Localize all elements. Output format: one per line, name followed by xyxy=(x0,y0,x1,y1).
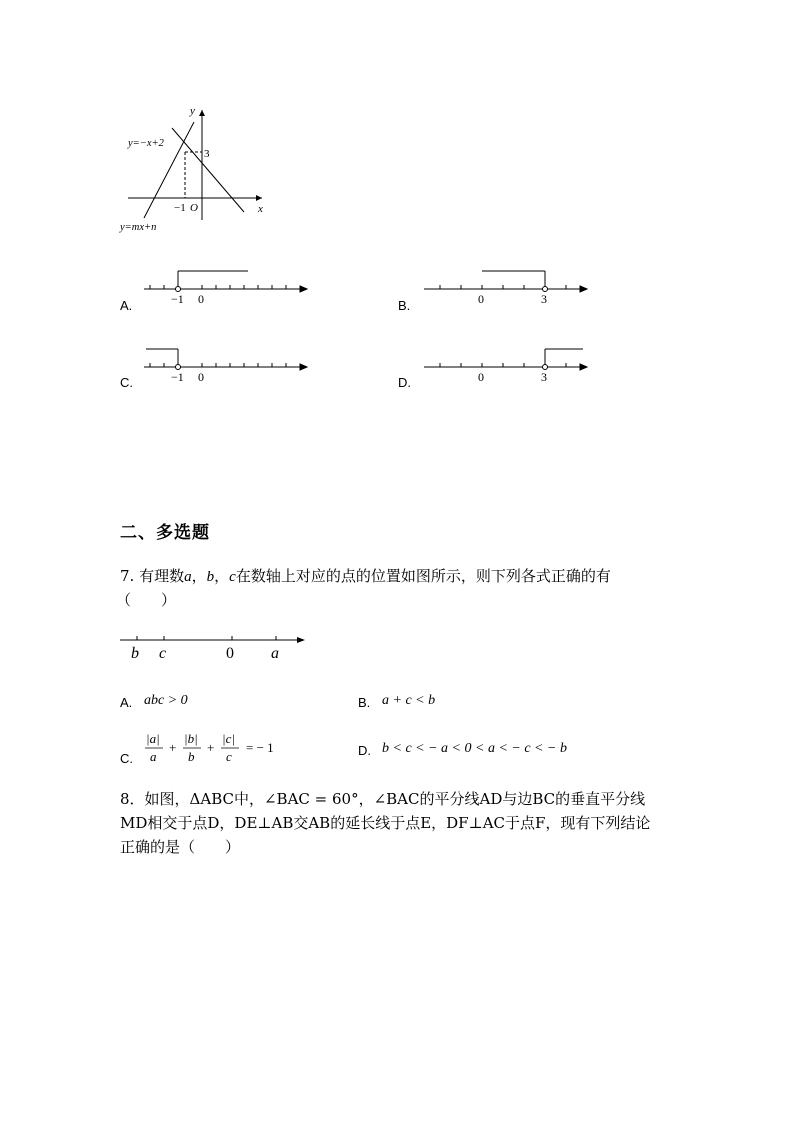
y-axis-label: y xyxy=(190,105,195,117)
q7-text-post: 在数轴上对应的点的位置如图所示，则下列各式正确的有 xyxy=(235,567,611,585)
axis-label-a: a xyxy=(271,645,279,662)
coordinate-graph xyxy=(110,100,280,240)
line-y-mx-plus-n xyxy=(144,122,194,218)
q8-line1: 8．如图，ΔABC中，∠BAC = 60°，∠BAC的平分线AD与边BC的垂直平分线 xyxy=(120,790,646,808)
tick-label: −1 xyxy=(171,292,184,306)
axis-label-b: b xyxy=(131,645,139,662)
q7-option-c-label[interactable]: C. xyxy=(120,751,133,766)
line2-label: y=mx+n xyxy=(120,222,157,233)
tick-label: 0 xyxy=(198,370,204,384)
tick-neg1-label: −1 xyxy=(174,202,186,214)
q7-option-b-expr: a + c < b xyxy=(382,693,436,708)
frac-den: c xyxy=(226,749,232,764)
option-c-label[interactable]: C. xyxy=(120,375,133,390)
tick-label: 0 xyxy=(478,370,484,384)
q7-var-c: c xyxy=(229,569,236,585)
number-line-b xyxy=(420,260,600,310)
tick-label: 0 xyxy=(198,292,204,306)
number-line-d xyxy=(420,338,600,388)
q7-answer-paren: （ ） xyxy=(116,591,177,609)
q7-option-c-expr xyxy=(142,728,292,768)
q7-option-b-label[interactable]: B. xyxy=(358,695,371,710)
x-axis-label: x xyxy=(258,203,263,215)
q7-sep: ， xyxy=(214,567,230,585)
origin-label: O xyxy=(190,202,198,214)
q7-option-d-label[interactable]: D. xyxy=(358,743,371,758)
frac-den: b xyxy=(188,749,195,764)
tick-label: 3 xyxy=(541,370,547,384)
q7-text xyxy=(120,566,611,587)
q7-number: 7. xyxy=(120,567,135,585)
plus: + xyxy=(169,740,177,755)
section-heading: 二、多选题 xyxy=(120,523,210,543)
open-point xyxy=(176,287,181,292)
option-b-label[interactable]: B. xyxy=(398,298,411,313)
option-d-label[interactable]: D. xyxy=(398,375,411,390)
open-point xyxy=(543,287,548,292)
q7-option-d-expr: b < c < − a < 0 < a < − c < − b xyxy=(382,741,567,756)
frac-num: |a| xyxy=(146,731,160,746)
option-a-label[interactable]: A. xyxy=(120,298,133,313)
q7-option-a-expr: abc > 0 xyxy=(144,693,188,708)
line-y-neg-x-plus-2 xyxy=(172,128,244,212)
axis-label-0: 0 xyxy=(226,645,234,662)
q7-option-a-label[interactable]: A. xyxy=(120,695,133,710)
tick-label: 3 xyxy=(541,292,547,306)
frac-num: |b| xyxy=(184,731,198,746)
frac-den: a xyxy=(150,749,157,764)
q8-line3: 正确的是（ ） xyxy=(120,838,241,856)
line1-label: y=−x+2 xyxy=(128,138,164,149)
axis-label-c: c xyxy=(159,645,167,662)
tick-label: −1 xyxy=(171,370,184,384)
number-line-a xyxy=(140,260,320,310)
open-point xyxy=(543,365,548,370)
tick-3-label: 3 xyxy=(204,148,210,160)
q8-line2: MD相交于点D，DE⊥AB交AB的延长线于点E，DF⊥AC于点F，现有下列结论 xyxy=(120,814,651,832)
q7-text-pre: 有理数 xyxy=(139,567,185,585)
tick-label: 0 xyxy=(478,292,484,306)
q7-var-a: a xyxy=(184,569,192,585)
q7-sep: ， xyxy=(191,567,207,585)
open-point xyxy=(176,365,181,370)
q7-var-b: b xyxy=(206,569,215,585)
q7-number-line xyxy=(115,626,315,666)
plus: + xyxy=(207,740,215,755)
frac-num: |c| xyxy=(222,731,235,746)
number-line-c xyxy=(140,338,320,388)
rhs: = − 1 xyxy=(246,740,274,755)
